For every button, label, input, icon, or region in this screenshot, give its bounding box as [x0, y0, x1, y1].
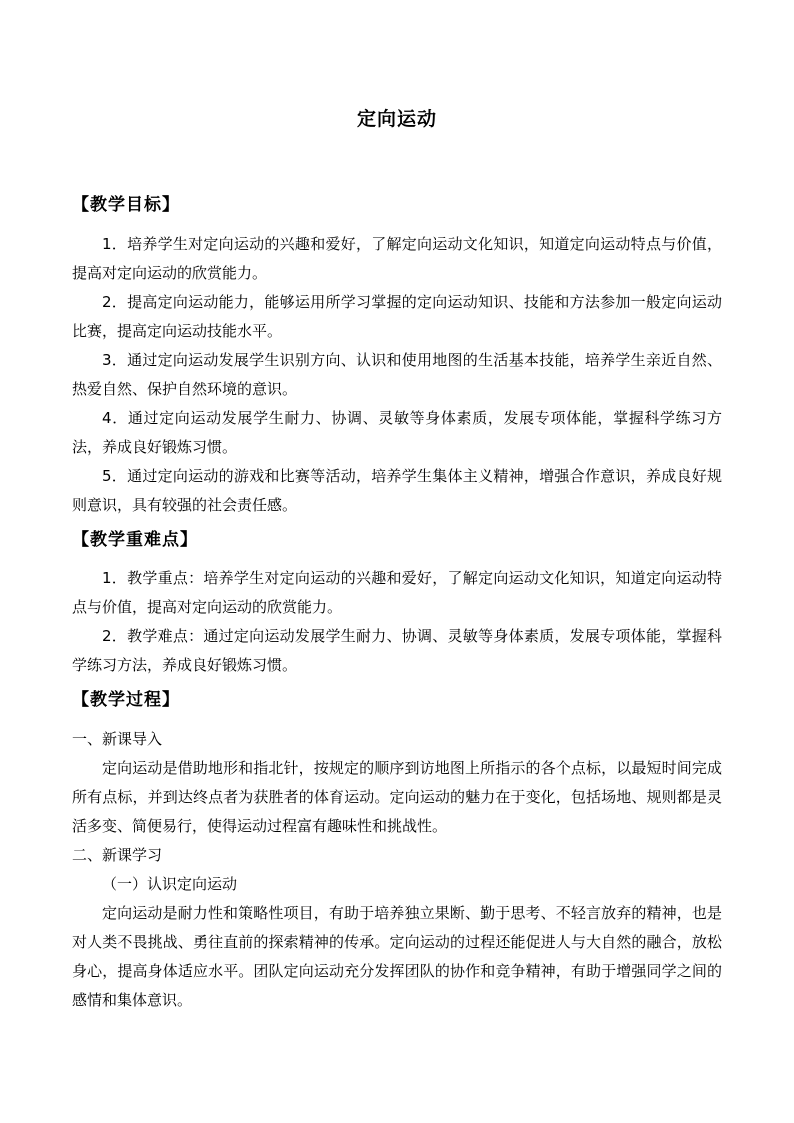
objective-item-3: 3．通过定向运动发展学生识别方向、认识和使用地图的生活基本技能，培养学生亲近自然、热爱自然、保护自然环境的意识。	[72, 351, 722, 398]
section-heading-objectives: 【教学目标】	[72, 195, 180, 215]
key-point-item-1: 1．教学重点：培养学生对定向运动的兴趣和爱好，了解定向运动文化知识，知道定向运动特点与价值，提高对定向运动的欣赏能力。	[72, 569, 722, 616]
objective-item-5: 5．通过定向运动的游戏和比赛等活动，培养学生集体主义精神，增强合作意识，养成良好规则意识，具有较强的社会责任感。	[72, 467, 722, 514]
document-title: 定向运动	[356, 108, 437, 130]
objective-item-2: 2．提高定向运动能力，能够运用所学习掌握的定向运动知识、技能和方法参加一般定向运动比赛，提高定向运动技能水平。	[72, 293, 722, 340]
process-part1-text: 定向运动是借助地形和指北针，按规定的顺序到访地图上所指示的各个点标，以最短时间完成所有点标，并到达终点者为获胜者的体育运动。定向运动的魅力在于变化，包括场地、规则都是灵活多变、简便易行，使得运动过程富有趣味性和挑战性。	[72, 759, 722, 835]
section-heading-key-points: 【教学重难点】	[72, 530, 198, 550]
process-part2-subtitle: （一）认识定向运动	[102, 875, 238, 893]
objective-item-4: 4．通过定向运动发展学生耐力、协调、灵敏等身体素质，发展专项体能，掌握科学练习方法，养成良好锻炼习惯。	[72, 409, 722, 456]
objective-item-1: 1．培养学生对定向运动的兴趣和爱好，了解定向运动文化知识，知道定向运动特点与价值，提高对定向运动的欣赏能力。	[72, 235, 722, 282]
process-part1-title: 一、新课导入	[72, 730, 163, 748]
process-part2-title: 二、新课学习	[72, 846, 163, 864]
section-heading-process: 【教学过程】	[72, 690, 180, 710]
process-part2-text: 定向运动是耐力性和策略性项目，有助于培养独立果断、勤于思考、不轻言放弃的精神，也是对人类不畏挑战、勇往直前的探索精神的传承。定向运动的过程还能促进人与大自然的融合，放松身心，提高身体适应水平。团队定向运动充分发挥团队的协作和竞争精神，有助于增强同学之间的感情和集体意识。	[72, 904, 722, 1009]
key-point-item-2: 2．教学难点：通过定向运动发展学生耐力、协调、灵敏等身体素质，发展专项体能，掌握科学练习方法，养成良好锻炼习惯。	[72, 627, 722, 674]
